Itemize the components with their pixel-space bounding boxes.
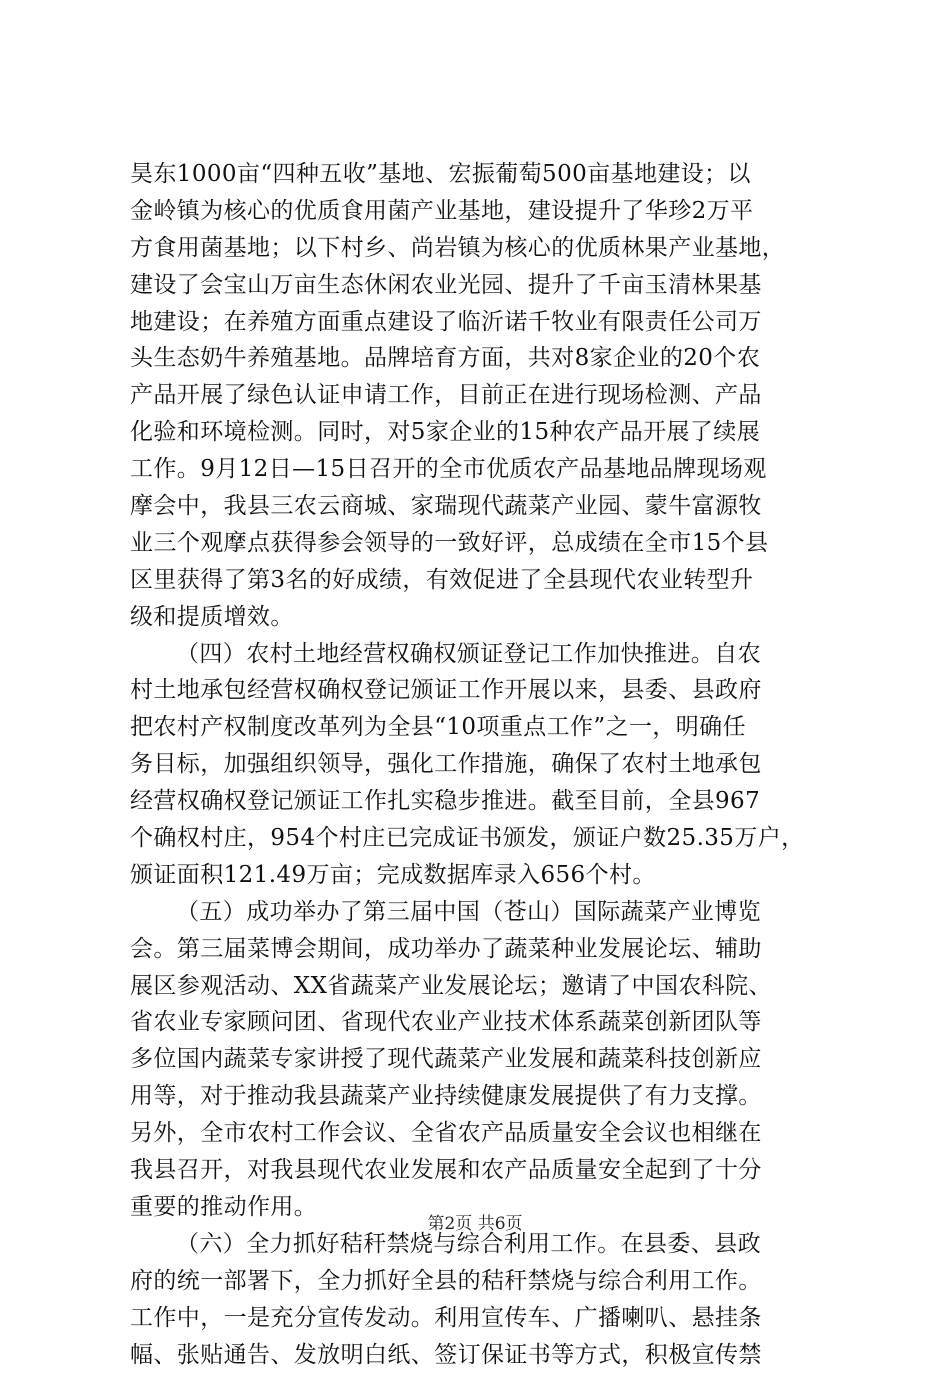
text-line: 产品开展了绿色认证申请工作，目前正在进行现场检测、产品 <box>130 377 830 414</box>
text-line: 府的统一部署下，全力抓好全县的秸秆禁烧与综合利用工作。 <box>130 1263 830 1300</box>
text-line: 化验和环境检测。同时，对5家企业的15种农产品开展了续展 <box>130 414 830 451</box>
text-line: 建设了会宝山万亩生态休闲农业光园、提升了千亩玉清林果基 <box>130 267 830 304</box>
text-line: 金岭镇为核心的优质食用菌产业基地，建设提升了华珍2万平 <box>130 193 830 230</box>
text-line: 头生态奶牛养殖基地。品牌培育方面，共对8家企业的20个农 <box>130 340 830 377</box>
paragraph-start-line: （四）农村土地经营权确权颁证登记工作加快推进。自农 <box>130 636 830 673</box>
text-line: 展区参观活动、XX省蔬菜产业发展论坛；邀请了中国农科院、 <box>130 968 830 1005</box>
text-line: 村土地承包经营权确权登记颁证工作开展以来，县委、县政府 <box>130 672 830 709</box>
text-line: 幅、张贴通告、发放明白纸、签订保证书等方式，积极宣传禁 <box>130 1337 830 1373</box>
text-line: 业三个观摩点获得参会领导的一致好评，总成绩在全市15个县 <box>130 525 830 562</box>
text-line: 地建设；在养殖方面重点建设了临沂诺千牧业有限责任公司万 <box>130 304 830 341</box>
text-line: 我县召开，对我县现代农业发展和农产品质量安全起到了十分 <box>130 1152 830 1189</box>
document-body <box>130 156 830 1373</box>
text-line: 颁证面积121.49万亩；完成数据库录入656个村。 <box>130 857 830 894</box>
text-line: 区里获得了第3名的好成绩，有效促进了全县现代农业转型升 <box>130 562 830 599</box>
text-line: 多位国内蔬菜专家讲授了现代蔬菜产业发展和蔬菜科技创新应 <box>130 1041 830 1078</box>
text-line: 经营权确权登记颁证工作扎实稳步推进。截至目前，全县967 <box>130 783 830 820</box>
text-line: 工作中，一是充分宣传发动。利用宣传车、广播喇叭、悬挂条 <box>130 1300 830 1337</box>
text-line: 省农业专家顾问团、省现代农业产业技术体系蔬菜创新团队等 <box>130 1004 830 1041</box>
paragraph-start-line: （六）全力抓好秸秆禁烧与综合利用工作。在县委、县政 <box>130 1226 830 1263</box>
text-line: 级和提质增效。 <box>130 599 830 636</box>
text-line: 重要的推动作用。 <box>130 1189 830 1226</box>
text-line: 另外，全市农村工作会议、全省农产品质量安全会议也相继在 <box>130 1115 830 1152</box>
text-line: 工作。9月12日—15日召开的全市优质农产品基地品牌现场观 <box>130 451 830 488</box>
text-line: 摩会中，我县三农云商城、家瑞现代蔬菜产业园、蒙牛富源牧 <box>130 488 830 525</box>
text-line: 把农村产权制度改革列为全县“10项重点工作”之一，明确任 <box>130 709 830 746</box>
page-number-footer: 第2页 共6页 <box>0 1212 950 1236</box>
text-line: 务目标，加强组织领导，强化工作措施，确保了农村土地承包 <box>130 746 830 783</box>
text-line: 昊东1000亩“四种五收”基地、宏振葡萄500亩基地建设；以 <box>130 156 830 193</box>
text-line: 用等，对于推动我县蔬菜产业持续健康发展提供了有力支撑。 <box>130 1078 830 1115</box>
text-line: 方食用菌基地；以下村乡、尚岩镇为核心的优质林果产业基地， <box>130 230 830 267</box>
text-line: 会。第三届菜博会期间，成功举办了蔬菜种业发展论坛、辅助 <box>130 931 830 968</box>
text-line: 个确权村庄，954个村庄已完成证书颁发，颁证户数25.35万户， <box>130 820 830 857</box>
paragraph-start-line: （五）成功举办了第三届中国（苍山）国际蔬菜产业博览 <box>130 894 830 931</box>
